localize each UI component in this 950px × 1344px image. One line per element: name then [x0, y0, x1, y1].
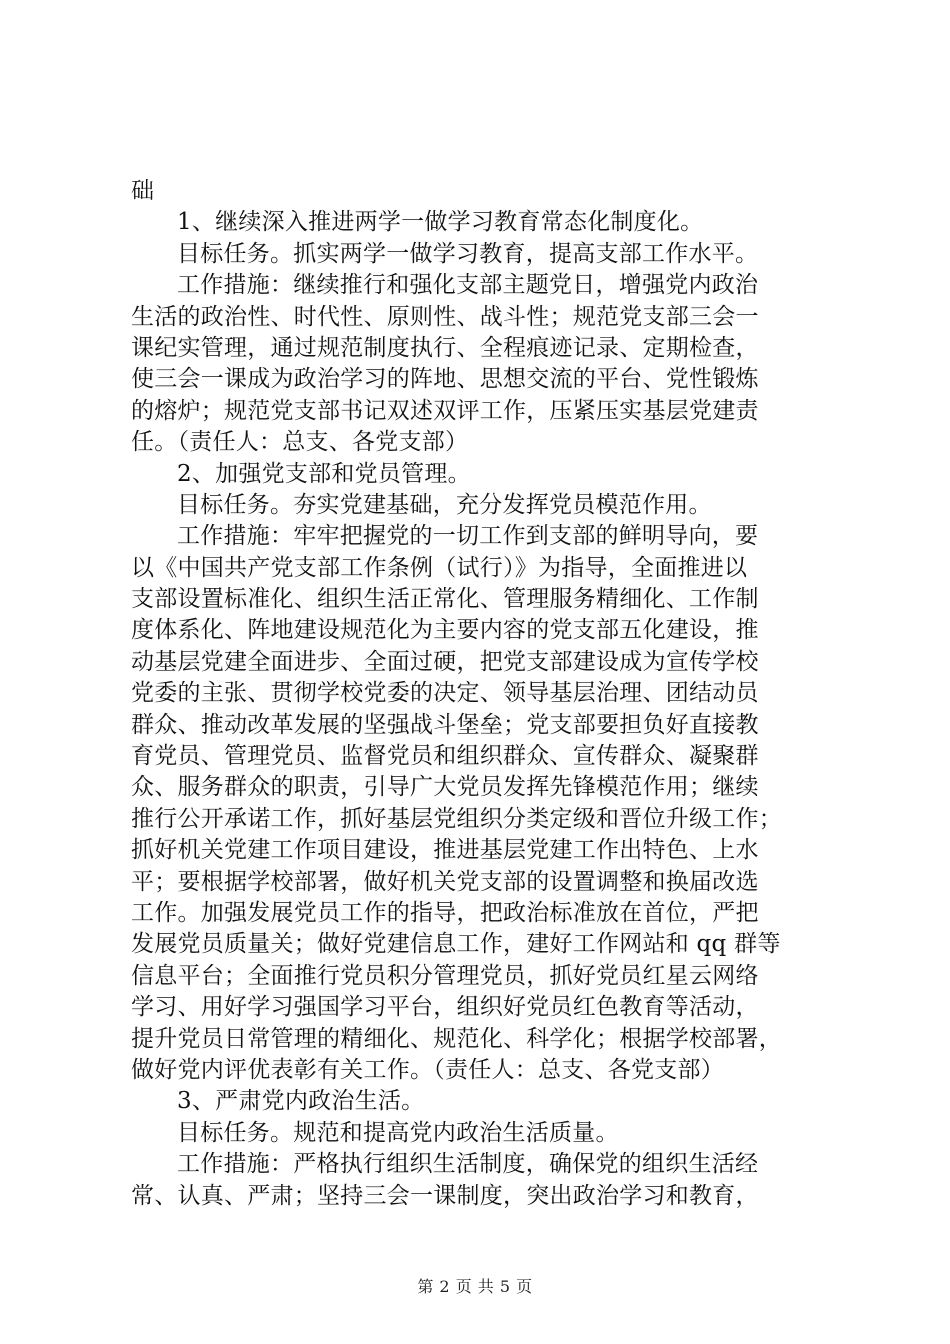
text-line: 抓好机关党建工作项目建设，推进基层党建工作出特色、上水: [131, 837, 759, 864]
text-line: 课纪实管理，通过规范制度执行、全程痕迹记录、定期检查，: [131, 334, 759, 361]
text-line: 提升党员日常管理的精细化、规范化、科学化；根据学校部署，: [131, 1025, 782, 1052]
page-footer: 第 2 页 共 5 页: [417, 1277, 533, 1296]
text-line: 支部设置标准化、组织生活正常化、管理服务精细化、工作制: [131, 586, 759, 613]
text-line: 推行公开承诺工作，抓好基层党组织分类定级和晋位升级工作；: [131, 805, 782, 832]
text-line: 2、加强党支部和党员管理。: [177, 460, 471, 487]
text-line: 平；要根据学校部署，做好机关党支部的设置调整和换届改选: [131, 868, 759, 895]
text-line: 信息平台；全面推行党员积分管理党员，抓好党员红星云网络: [131, 962, 759, 989]
text-line: 常、认真、严肃；坚持三会一课制度，突出政治学习和教育，: [131, 1182, 759, 1209]
text-line: 以《中国共产党支部工作条例（试行）》为指导，全面推进以: [131, 554, 748, 581]
text-line: 工作措施：严格执行组织生活制度，确保党的组织生活经: [177, 1151, 759, 1178]
text-line: 目标任务。夯实党建基础，充分发挥党员模范作用。: [177, 491, 712, 518]
text-line: 生活的政治性、时代性、原则性、战斗性；规范党支部三会一: [131, 303, 759, 330]
text-line: 目标任务。规范和提高党内政治生活质量。: [177, 1119, 619, 1146]
text-line: 发展党员质量关；做好党建信息工作，建好工作网站和 qq 群等: [131, 931, 781, 958]
text-line: 使三会一课成为政治学习的阵地、思想交流的平台、党性锻炼: [131, 366, 759, 393]
text-line: 础: [131, 178, 155, 204]
text-line: 动基层党建全面进步、全面过硬，把党支部建设成为宣传学校: [131, 648, 759, 675]
text-line: 做好党内评优表彰有关工作。（责任人：总支、各党支部）: [131, 1056, 724, 1083]
text-line: 度体系化、阵地建设规范化为主要内容的党支部五化建设，推: [131, 617, 759, 644]
text-line: 党委的主张、贯彻学校党委的决定、领导基层治理、团结动员: [131, 680, 759, 707]
text-line: 的熔炉；规范党支部书记双述双评工作，压紧压实基层党建责: [131, 397, 759, 424]
document-body: [131, 176, 841, 1212]
text-line: 学习、用好学习强国学习平台，组织好党员红色教育等活动，: [131, 994, 759, 1021]
text-line: 众、服务群众的职责，引导广大党员发挥先锋模范作用；继续: [131, 774, 759, 801]
text-line: 任。（责任人：总支、各党支部）: [131, 429, 469, 456]
text-line: 目标任务。抓实两学一做学习教育，提高支部工作水平。: [177, 240, 759, 267]
text-line: 3、严肃党内政治生活。: [177, 1088, 425, 1115]
text-line: 育党员、管理党员、监督党员和组织群众、宣传群众、凝聚群: [131, 743, 759, 770]
text-line: 工作。加强发展党员工作的指导，把政治标准放在首位，严把: [131, 899, 759, 926]
text-line: 群众、推动改革发展的坚强战斗堡垒；党支部要担负好直接教: [131, 711, 759, 738]
text-line: 工作措施：牢牢把握党的一切工作到支部的鲜明导向，要: [177, 523, 759, 550]
text-line: 1、继续深入推进两学一做学习教育常态化制度化。: [177, 209, 704, 236]
text-line: 工作措施：继续推行和强化支部主题党日，增强党内政治: [177, 272, 759, 299]
